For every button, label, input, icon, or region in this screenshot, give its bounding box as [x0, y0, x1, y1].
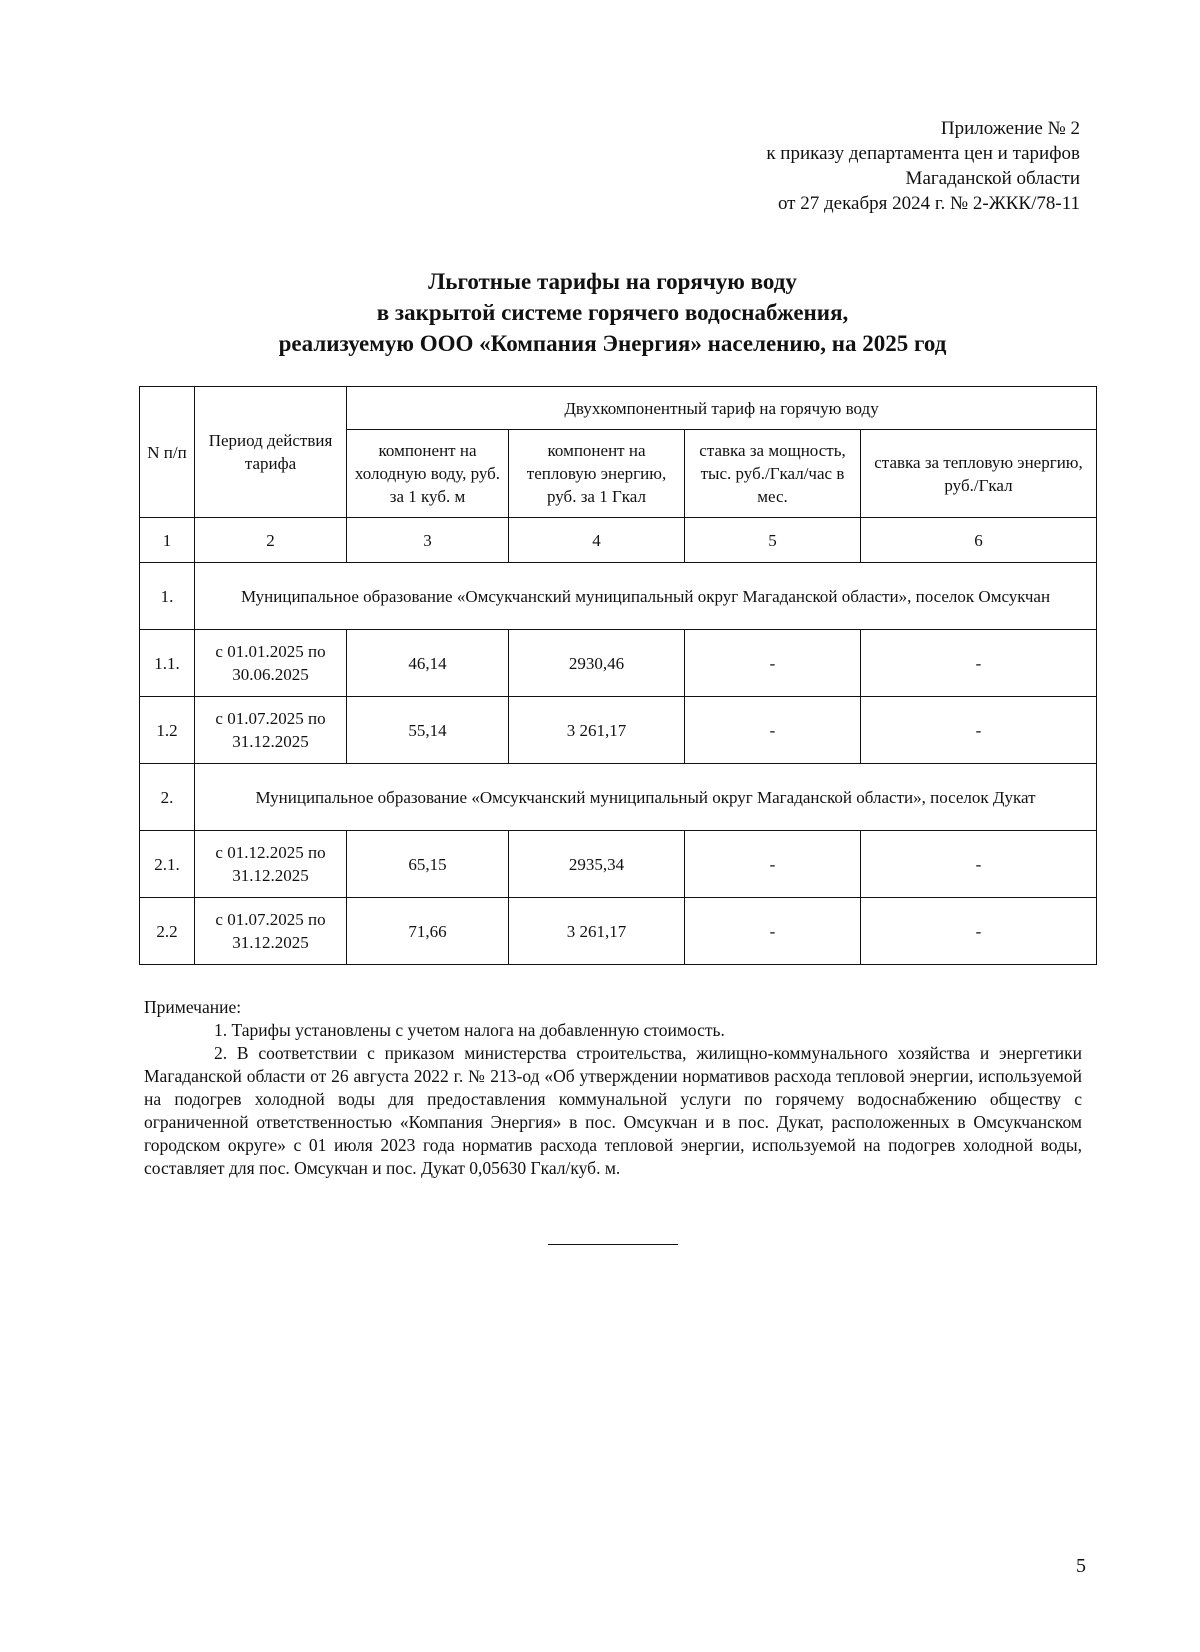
row-cold: 46,14 [347, 630, 509, 697]
header-two-component: Двухкомпонентный тариф на горячую воду [347, 387, 1097, 430]
note-item-2: 2. В соответствии с приказом министерства строительства, жилищно-коммунального хозяйства и энергетики Магаданской области от 26 августа 2022 г. № 213-од «Об утверждении нормативов расхода тепловой энергии, используемой на подогрев холодной воды для предоставления коммунальной услуги по горячему водоснабжению обществу с ограниченной ответственностью «Компания Энергия» в пос. Омсукчан и в пос. Дукат, расположенных в Омсукчанском городском округе» с 01 июля 2023 года норматив расхода тепловой энергии, используемой на подогрев холодной воды, составляет для пос. Омсукчан и пос. Дукат 0,05630 Гкал/куб. м. [144, 1043, 1082, 1178]
row-period: с 01.07.2025 по 31.12.2025 [195, 898, 347, 965]
row-num: 1.1. [140, 630, 195, 697]
table-row [140, 831, 1097, 898]
header-period: Период действия тарифа [195, 387, 347, 518]
row-num: 2.2 [140, 898, 195, 965]
row-power: - [685, 898, 861, 965]
numbering-cell: 1 [140, 518, 195, 563]
group-row [140, 563, 1097, 630]
group-name: Муниципальное образование «Омсукчанский муниципальный округ Магаданской области», поселок Дукат [195, 764, 1097, 831]
closing-divider [548, 1244, 678, 1245]
tariff-table [139, 386, 1097, 965]
annex-block [766, 116, 1080, 216]
row-energy: - [861, 630, 1097, 697]
table-row [140, 697, 1097, 764]
title-line-2: в закрытой системе горячего водоснабжения, [376, 300, 849, 325]
subheader-power: ставка за мощность, тыс. руб./Гкал/час в мес. [685, 430, 861, 518]
subheader-energy: ставка за тепловую энергию, руб./Гкал [861, 430, 1097, 518]
subheader-heat: компонент на тепловую энергию, руб. за 1 Гкал [509, 430, 685, 518]
row-power: - [685, 630, 861, 697]
row-cold: 55,14 [347, 697, 509, 764]
page-number: 5 [1076, 1555, 1086, 1577]
row-heat: 2930,46 [509, 630, 685, 697]
row-heat: 3 261,17 [509, 898, 685, 965]
title-line-1: Льготные тарифы на горячую воду [428, 269, 797, 294]
row-energy: - [861, 831, 1097, 898]
header-row [140, 387, 1097, 430]
numbering-row [140, 518, 1097, 563]
annex-order-ref: к приказу департамента цен и тарифов [766, 143, 1080, 164]
group-num: 1. [140, 563, 195, 630]
notes-section [144, 996, 1082, 1180]
row-cold: 71,66 [347, 898, 509, 965]
note-item-1: 1. Тарифы установлены с учетом налога на добавленную стоимость. [214, 1020, 725, 1040]
table-row [140, 630, 1097, 697]
row-power: - [685, 697, 861, 764]
header-num: N п/п [140, 387, 195, 518]
group-name: Муниципальное образование «Омсукчанский муниципальный округ Магаданской области», поселок Омсукчан [195, 563, 1097, 630]
annex-date-number: от 27 декабря 2024 г. № 2-ЖКК/78-11 [777, 193, 1080, 214]
group-row [140, 764, 1097, 831]
group-num: 2. [140, 764, 195, 831]
row-energy: - [861, 898, 1097, 965]
row-period: с 01.12.2025 по 31.12.2025 [195, 831, 347, 898]
numbering-cell: 5 [685, 518, 861, 563]
row-energy: - [861, 697, 1097, 764]
row-num: 2.1. [140, 831, 195, 898]
row-heat: 2935,34 [509, 831, 685, 898]
notes-heading: Примечание: [144, 997, 242, 1017]
numbering-cell: 4 [509, 518, 685, 563]
document-title [0, 266, 1200, 359]
numbering-cell: 3 [347, 518, 509, 563]
numbering-cell: 2 [195, 518, 347, 563]
table-row [140, 898, 1097, 965]
row-period: с 01.01.2025 по 30.06.2025 [195, 630, 347, 697]
row-heat: 3 261,17 [509, 697, 685, 764]
row-num: 1.2 [140, 697, 195, 764]
annex-region: Магаданской области [905, 168, 1080, 189]
numbering-cell: 6 [861, 518, 1097, 563]
title-line-3: реализуемую ООО «Компания Энергия» населению, на 2025 год [278, 331, 947, 356]
row-cold: 65,15 [347, 831, 509, 898]
subheader-cold: компонент на холодную воду, руб. за 1 куб. м [347, 430, 509, 518]
annex-title: Приложение № 2 [940, 118, 1080, 139]
row-power: - [685, 831, 861, 898]
row-period: с 01.07.2025 по 31.12.2025 [195, 697, 347, 764]
